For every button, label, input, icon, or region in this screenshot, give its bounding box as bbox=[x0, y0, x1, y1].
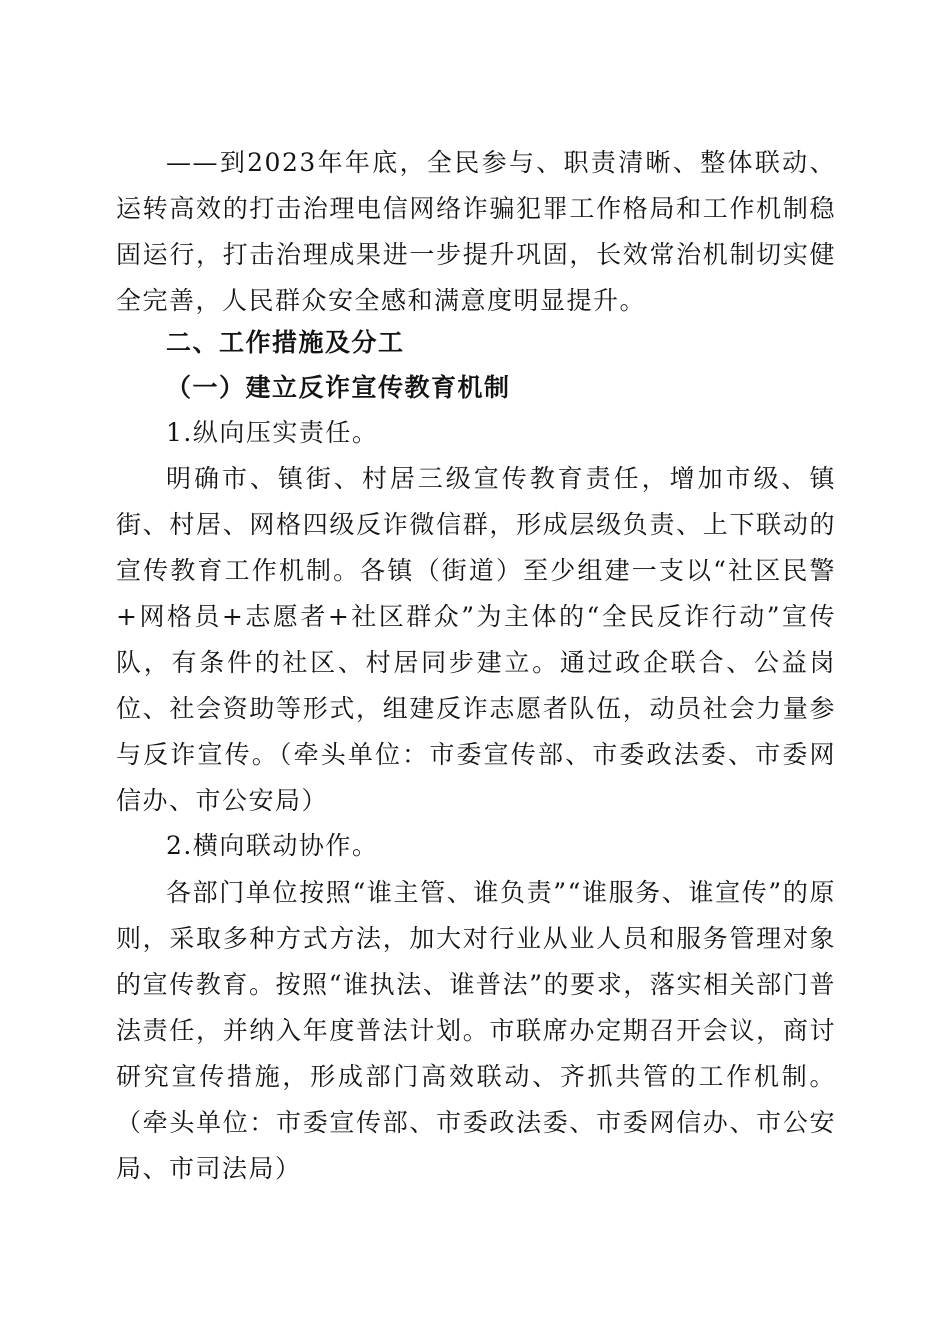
item-one-body: 明确市、镇街、村居三级宣传教育责任，增加市级、镇街、村居、网格四级反诈微信群，形成层级负责、上下联动的宣传教育工作机制。各镇（街道）至少组建一支以“社区民警+网格员+志愿者+社区群众”为主体的“全民反诈行动”宣传队，有条件的社区、村居同步建立。通过政企联合、公益岗位、社会资助等形式，组建反诈志愿者队伍，动员社会力量参与反诈宣传。（牵头单位：市委宣传部、市委政法委、市委网信办、市公安局） bbox=[116, 464, 836, 815]
item-one-heading: 1.纵向压实责任。 bbox=[166, 418, 379, 447]
goal-paragraph: ——到2023年年底，全民参与、职责清晰、整体联动、运转高效的打击治理电信网络诈骗犯罪工作格局和工作机制稳固运行，打击治理成果进一步提升巩固，长效常治机制切实健全完善，人民群众安全感和满意度明显提升。 bbox=[116, 148, 836, 315]
section-two-heading: 二、工作措施及分工 bbox=[166, 328, 405, 357]
item-two-body: 各部门单位按照“谁主管、谁负责”“谁服务、谁宣传”的原则，采取多种方式方法，加大对行业从业人员和服务管理对象的宣传教育。按照“谁执法、谁普法”的要求，落实相关部门普法责任，并纳入年度普法计划。市联席办定期召开会议，商讨研究宣传措施，形成部门高效联动、齐抓共管的工作机制。（牵头单位：市委宣传部、市委政法委、市委网信办、市公安局、市司法局） bbox=[116, 878, 836, 1183]
subsection-one-heading: （一）建立反诈宣传教育机制 bbox=[166, 373, 511, 402]
item-two-heading: 2.横向联动协作。 bbox=[166, 831, 379, 860]
